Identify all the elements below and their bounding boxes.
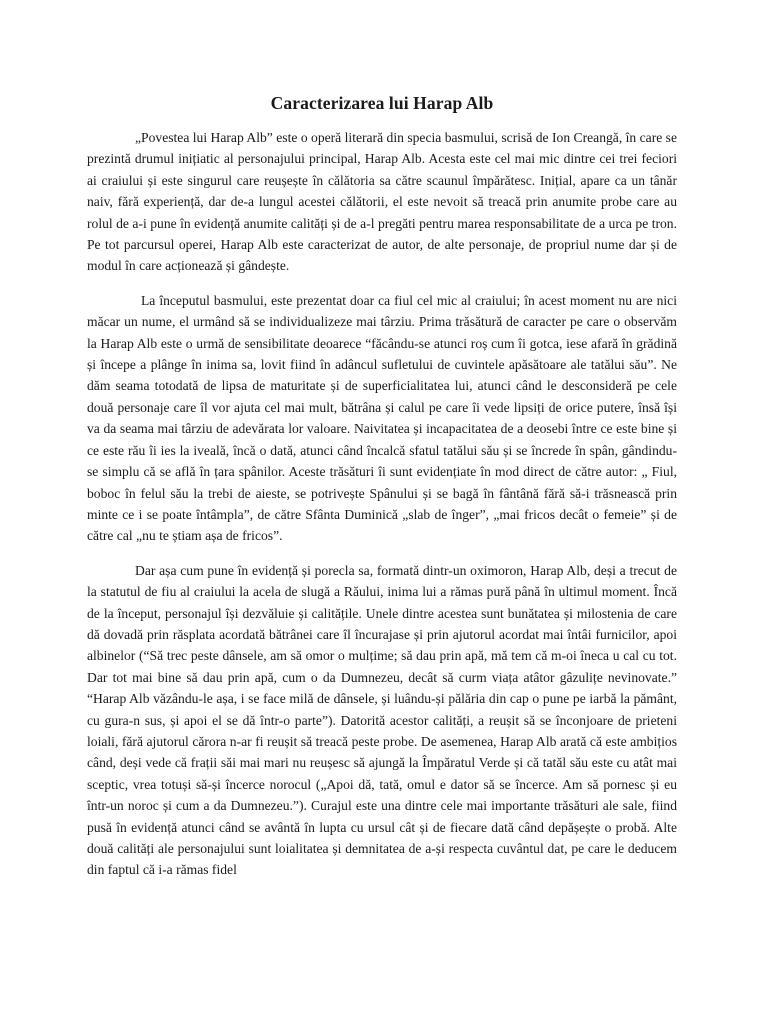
paragraph-early-traits: La începutul basmului, este prezentat doar ca fiul cel mic al craiului; în acest moment nu are nici măcar un nume, el urmând să se individualizeze mai târziu. Prima trăsătură de caracter pe care o observăm la Harap Alb este o urmă de sensibilitate deoarece “făcându-se atunci roș cum îi gotca, iese afară în grădină și începe a plânge în inima sa, lovit fiind în adâncul sufletului de cuvintele apăsătoare ale tatălui său”. Ne dăm seama totodată de lipsa de maturitate și de superficialitatea lui, atunci când le desconsideră pe cele două personaje care îl vor ajuta cel mai mult, bătrâna și calul pe care îi vede lipsiți de orice putere, însă își va da seama mai târziu de adevărata lor valoare. Naivitatea și incapacitatea de a deosebi între ce este bine și ce este rău îi ies la iveală, încă o dată, atunci când încalcă sfatul tatălui său și se încrede în spân, gândindu-se simplu că se află în țara spânilor. Aceste trăsături îi sunt evidențiate în mod direct de către autor: „ Fiul, boboc în felul său la trebi de aieste, se potrivește Spânului și se bagă în fântână fără să-i trăsnească prin minte ce i se poate întâmpla”, de către Sfânta Duminică „slab de înger”, „mai fricos decât o femeie” și de către cal „nu te știam așa de fricos”.: [87, 292, 677, 544]
paragraph-qualities: Dar așa cum pune în evidență și porecla sa, formată dintr-un oximoron, Harap Alb, deși a trecut de la statutul de fiu al craiului la acela de slugă a Răului, inima lui a rămas pură până în ultimul moment. Încă de la început, personajul își dezvăluie și calitățile. Unele dintre acestea sunt bunătatea și milostenia de care dă dovadă prin răsplata acordată bătrânei care îl încurajase și prin ajutorul acordat mai întâi furnicilor, apoi albinelor (“Să trec peste dânsele, am să omor o mulțime; să dau prin apă, mă tem că m-oi îneca u cal cu tot. Dar tot mai bine să dau prin apă, cum o da Dumnezeu, decât să curm viața atâtor gâzulițe nevinovate.” “Harap Alb văzându-le așa, i se face milă de dânsele, și luându-și pălăria din cap o pune pe iarbă la pământ, cu gura-n sus, și apoi el se dă într-o parte”). Datorită acestor calități, a reușit să se înconjoare de prieteni loiali, fără ajutorul cărora n-ar fi reușit să treacă peste probe. De asemenea, Harap Alb arată că este ambițios când, deși vede că frații săi mai mari nu reușesc să ajungă la Împăratul Verde și că tatăl său este cu atât mai sceptic, vrea totuși să-și încerce norocul („Apoi dă, tată, omul e dator să se încerce. Am să pornesc și eu într-un noroc și cum a da Dumnezeu.”). Curajul este una dintre cele mai importante trăsături ale sale, fiind pusă în evidență atunci când se avântă în lupta cu ursul cât și de fiecare dată când depășește o probă. Alte două calități ale personajului sunt loialitatea și demnitatea de a-și respecta cuvântul dat, pe care le deducem din faptul că i-a rămas fidel: [87, 562, 677, 878]
document-page: [87, 90, 677, 894]
paragraph-introduction: „Povestea lui Harap Alb” este o operă literară din specia basmului, scrisă de Ion Creangă, în care se prezintă drumul inițiatic al personajului principal, Harap Alb. Acesta este cel mai mic dintre cei trei feciori ai craiului și este singurul care reușește în călătoria sa către scaunul împărătesc. Inițial, apare ca un tânăr naiv, fără experiență, dar de-a lungul acestei călătorii, el este nevoit să treacă prin anumite probe care au rolul de a-i pune în evidență anumite calități și de a-l pregăti pentru marea responsabilitate de a urca pe tron. Pe tot parcursul operei, Harap Alb este caracterizat de autor, de alte personaje, de propriul nume dar și de modul în care acționează și gândește.: [87, 130, 677, 274]
document-title: Caracterizarea lui Harap Alb: [270, 93, 494, 113]
